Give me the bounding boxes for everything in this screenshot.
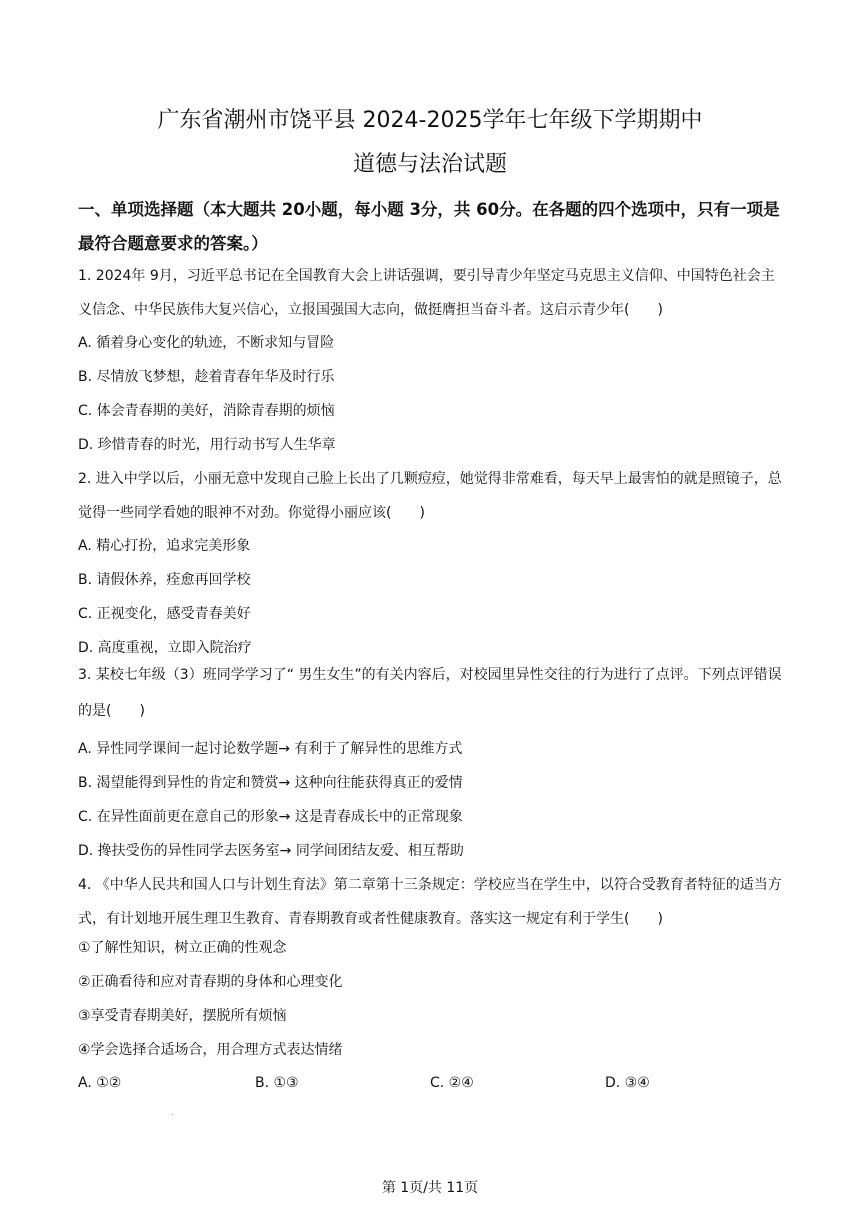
stray-dot-mark (172, 1114, 173, 1115)
question-4-choice-b: B. ①③ (255, 1075, 299, 1091)
question-2-stem: 2. 进入中学以后，小丽无意中发现自己脸上长出了几颗痘痘，她觉得非常难看，每天早上最害怕的就是照镜子，总觉得一些同学看她的眼神不对劲。你觉得小丽应该( ) (78, 471, 782, 521)
question-4-choice-a: A. ①② (78, 1075, 122, 1091)
question-3-option-a: A. 异性同学课间一起讨论数学题→ 有利于了解异性的思维方式 (78, 741, 463, 757)
question-1-option-a: A. 循着身心变化的轨迹，不断求知与冒险 (78, 335, 335, 351)
question-3-stem: 3. 某校七年级（3）班同学学习了“ 男生女生”的有关内容后，对校园里异性交往的行为进行了点评。下列点评错误的是( ) (78, 667, 782, 719)
question-4-choice-d: D. ③④ (605, 1075, 650, 1091)
question-4-choice-c: C. ②④ (430, 1075, 474, 1091)
question-1-option-d: D. 珍惜青春的时光，用行动书写人生华章 (78, 437, 336, 453)
question-4-stem: 4. 《中华人民共和国人口与计划生育法》第二章第十三条规定：学校应当在学生中，以符合受教育者特征的适当方式，有计划地开展生理卫生教育、青春期教育或者性健康教育。落实这一规定有利于学生( ) (78, 877, 782, 927)
question-1-option-b: B. 尽情放飞梦想，趁着青春年华及时行乐 (78, 369, 335, 385)
section-heading: 一、单项选择题（本大题共 20小题，每小题 3分，共 60分。在各题的四个选项中，只有一项是最符合题意要求的答案。） (78, 200, 780, 253)
exam-title: 广东省潮州市饶平县 2024-2025学年七年级下学期期中 (157, 108, 703, 133)
page-number-footer: 第 1页/共 11页 (381, 1180, 479, 1196)
question-1-stem: 1. 2024年 9月，习近平总书记在全国教育大会上讲话强调，要引导青少年坚定马克思主义信仰、中国特色社会主义信念、中华民族伟大复兴信心，立报国强国大志向，做挺膺担当奋斗者。这启示青少年( ) (78, 268, 775, 318)
question-2-option-d: D. 高度重视，立即入院治疗 (78, 640, 252, 656)
question-1-option-c: C. 体会青春期的美好，消除青春期的烦恼 (78, 403, 335, 419)
question-3-option-c: C. 在异性面前更在意自己的形象→ 这是青春成长中的正常现象 (78, 809, 463, 825)
question-2-option-c: C. 正视变化，感受青春美好 (78, 606, 251, 622)
question-2-option-b: B. 请假休养，痊愈再回学校 (78, 572, 251, 588)
exam-subtitle: 道德与法治试题 (352, 152, 507, 177)
question-4-statement-3: ③享受青春期美好，摆脱所有烦恼 (78, 1008, 287, 1024)
question-2-option-a: A. 精心打扮，追求完美形象 (78, 538, 251, 554)
question-4-statement-1: ①了解性知识，树立正确的性观念 (78, 940, 287, 956)
question-4-statement-2: ②正确看待和应对青春期的身体和心理变化 (78, 974, 343, 990)
question-3-option-d: D. 搀扶受伤的异性同学去医务室→ 同学间团结友爱、相互帮助 (78, 843, 464, 859)
question-4-statement-4: ④学会选择合适场合，用合理方式表达情绪 (78, 1042, 343, 1058)
question-3-option-b: B. 渴望能得到异性的肯定和赞赏→ 这种向往能获得真正的爱情 (78, 775, 463, 791)
